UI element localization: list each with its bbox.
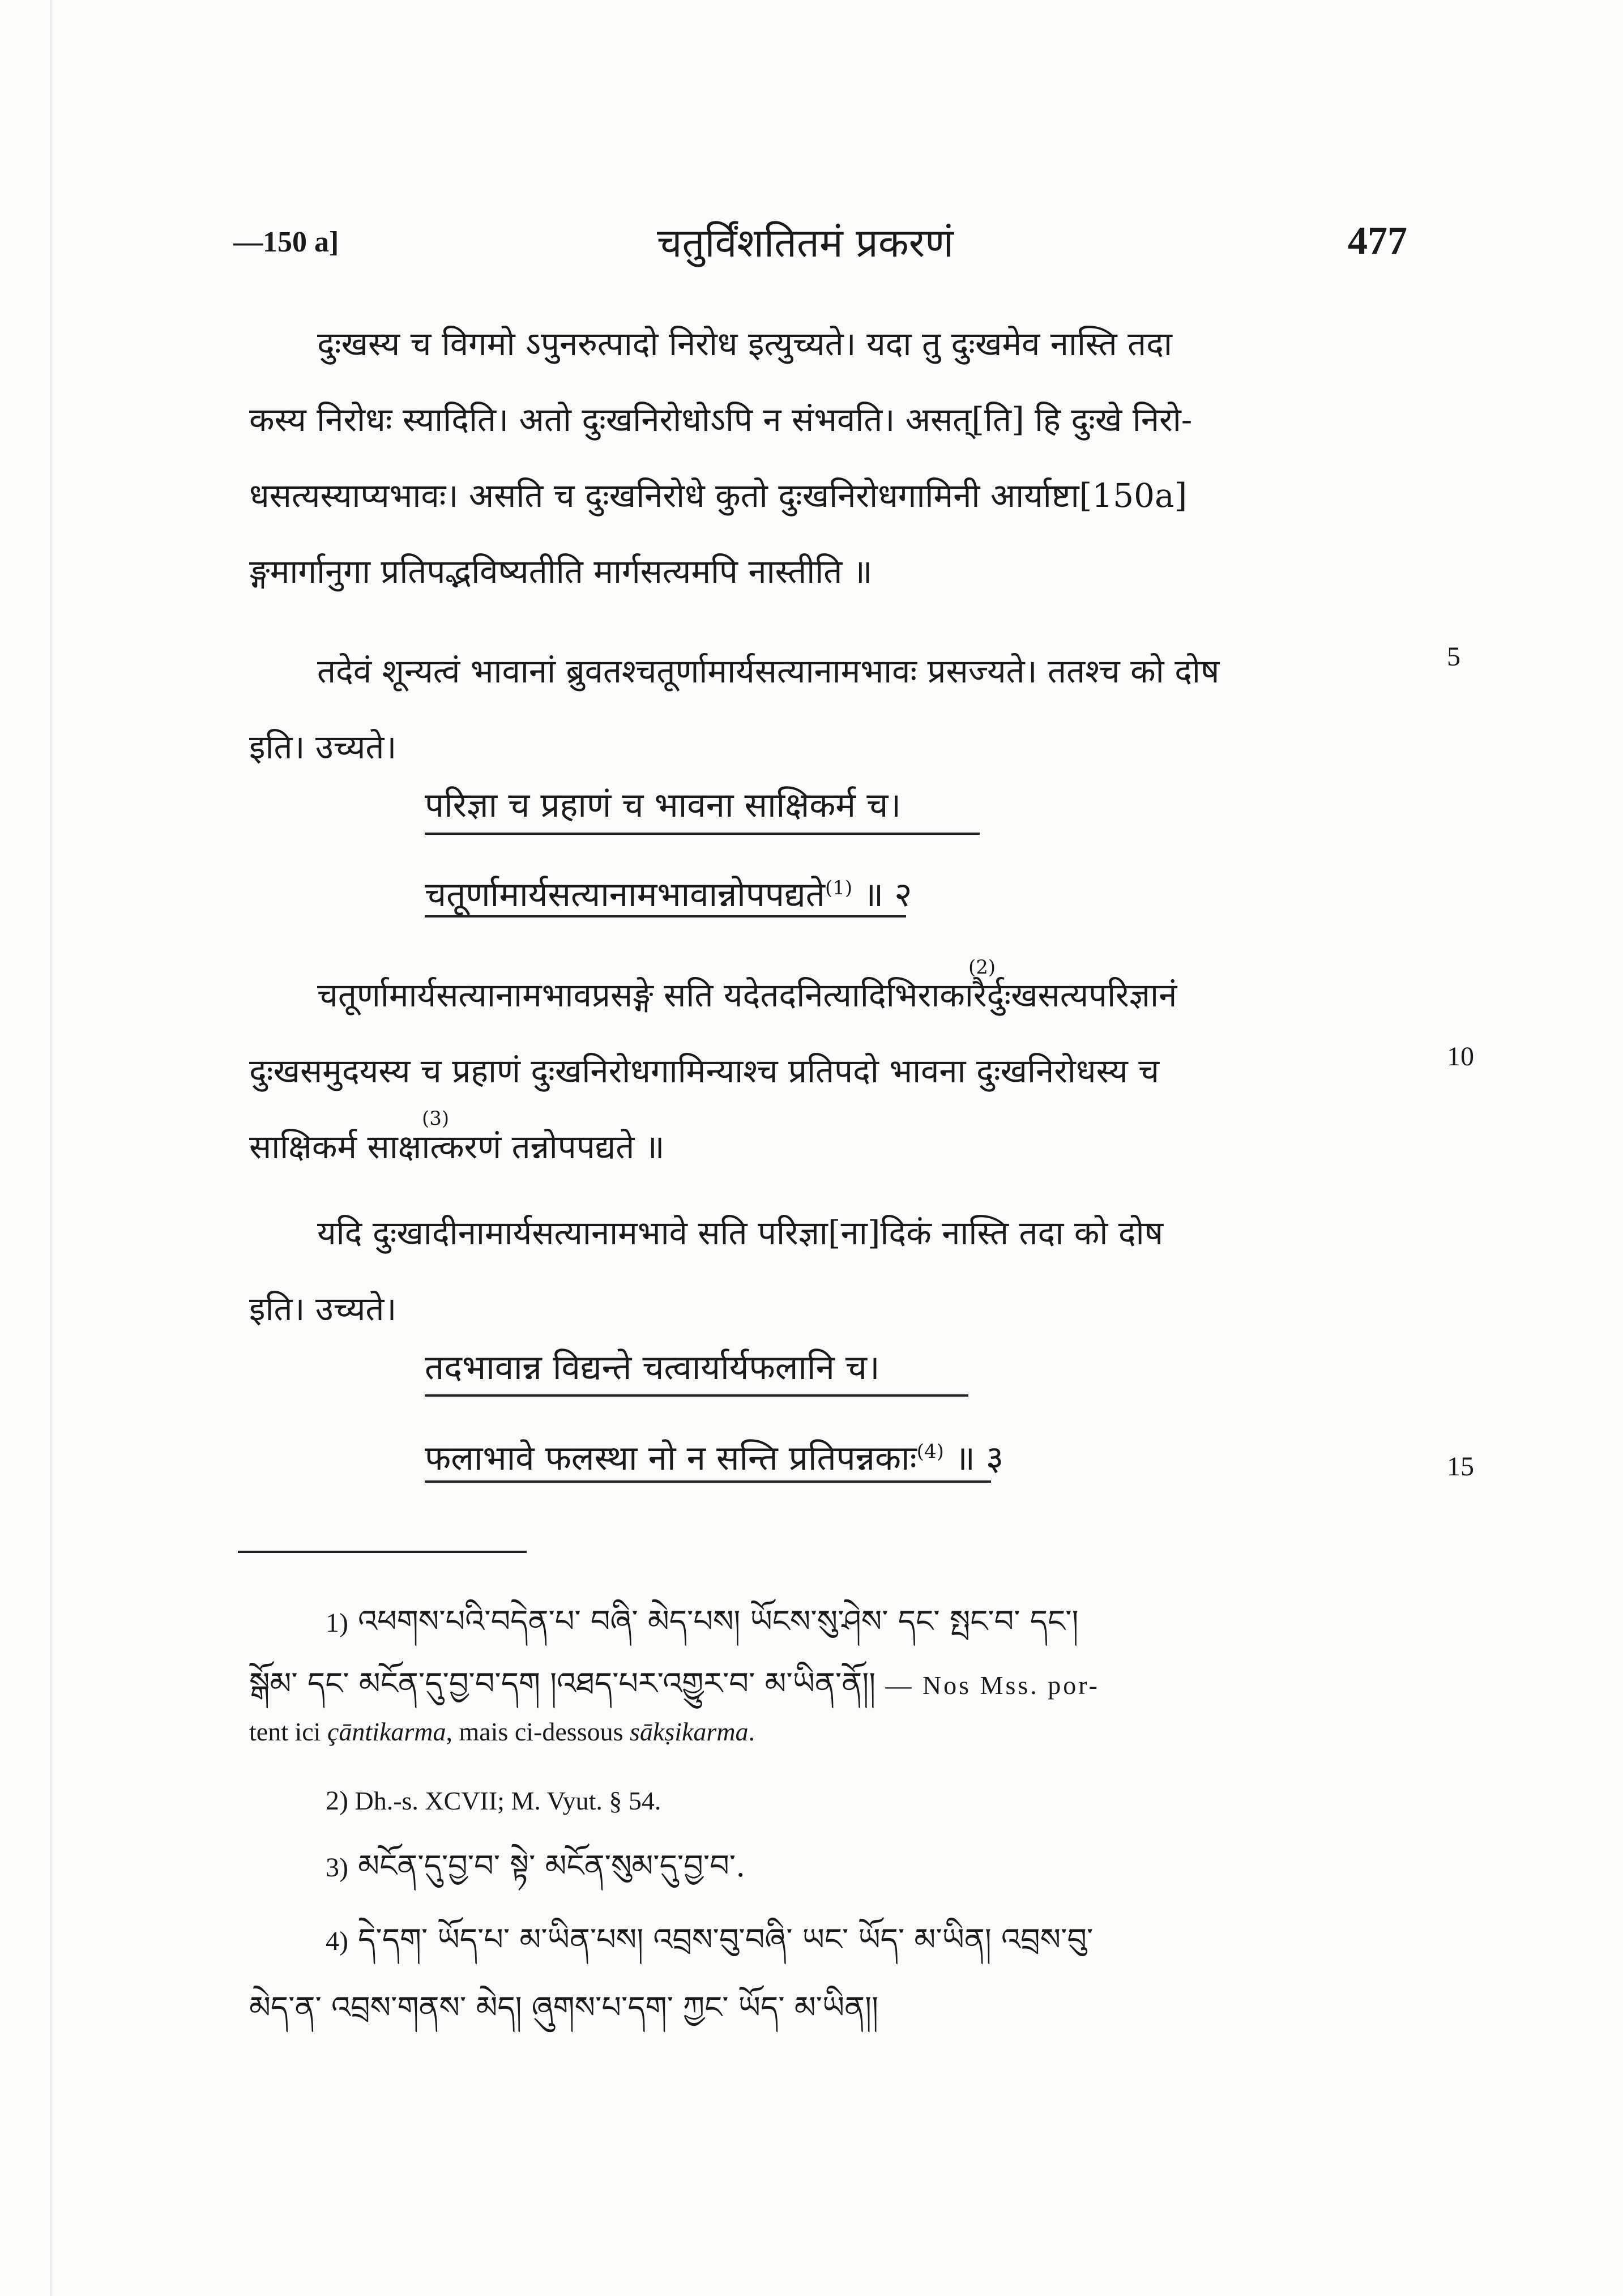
paragraph-1-continuation <box>249 382 1427 609</box>
paragraph-2 <box>317 633 1427 709</box>
text-line: यदि दुःखादीनामार्यसत्यानामभावे सति परिज्ञा[ना]दिकं नास्ति तदा को दोष <box>317 1214 1164 1252</box>
text-line: दुःखस्य च विगमो ऽपुनरुत्पादो निरोध इत्युच्यते। यदा तु दुःखमेव नास्ति तदा <box>317 325 1172 363</box>
footnote-marker: (4) <box>916 1440 944 1463</box>
footnote-separator <box>238 1551 527 1553</box>
text-line: ङ्गमार्गानुगा प्रतिपद्भविष्यतीति मार्गसत्यमपि नास्तीति ॥ <box>249 552 873 591</box>
folio-reference: —150 a] <box>233 226 339 258</box>
text-line: तदेवं शून्यत्वं भावानां ब्रुवतश्चतूर्णामार्यसत्यानामभावः प्रसज्यते। ततश्च को दोष <box>317 652 1220 690</box>
text-line: धसत्यस्याप्यभावः। असति च दुःखनिरोधे कुतो दुःखनिरोधगामिनी आर्याष्टा[150a] <box>249 476 1188 515</box>
footnote-3: 3) མངོན་དུ་བྱ་བ་ སྟེ་ མངོན་སུམ་དུ་བྱ་བ་. <box>326 1848 746 1884</box>
text-line: इति। उच्यते। <box>249 728 397 766</box>
verse-underline <box>425 1394 968 1397</box>
tibetan-text: མེད་ན་ འབྲས་གནས་ མེད། ཞུགས་པ་དག་ ཀྱང་ ཡོད་ མ་ཡིན།། <box>249 1990 879 2025</box>
paragraph-4-continuation <box>249 1271 1427 1347</box>
line-number: 5 <box>1447 642 1460 672</box>
text-line: कस्य निरोधः स्यादिति। अतो दुःखनिरोधोऽपि न संभवति। असत्[ति] हि दुःखे निरो- <box>249 400 1193 439</box>
page-gutter-edge <box>50 0 52 2296</box>
verse-3-line-2: फलाभावे फलस्था नो न सन्ति प्रतिपन्नकाः$^{(4)}$ ॥ ३ <box>425 1439 1004 1478</box>
paragraph-3 <box>317 957 1427 1033</box>
tibetan-text: དེ་དག་ ཡོད་པ་ མ་ཡིན་པས། འབྲས་བུ་བཞི་ ཡང་ ཡོད་ མ་ཡིན། འབྲས་བུ་ <box>358 1922 1094 1957</box>
chapter-title: चतुर्विंशतितमं प्रकरणं <box>657 220 954 266</box>
tibetan-text: འཕགས་པའི་བདེན་པ་ བཞི་ མེད་པས། ཡོངས་སུ་ཤེས་ དང་ སྤང་བ་ དང་། <box>358 1603 1079 1639</box>
tibetan-text: མངོན་དུ་བྱ་བ་ སྟེ་ མངོན་སུམ་དུ་བྱ་བ་. <box>358 1848 746 1884</box>
verse-underline <box>425 915 906 917</box>
footnote-1-line-1: 1) འཕགས་པའི་བདེན་པ་ བཞི་ མེད་པས། ཡོངས་སུ་ཤེས་ དང་ སྤང་བ་ དང་། <box>326 1603 1079 1639</box>
verse-3-line-1: तदभावान्न विद्यन्ते चत्वार्यार्यफलानि च। <box>425 1348 880 1388</box>
text-line: साक्षिकर्म साक्षात्करणं तन्नोपपद्यते ॥ <box>249 1128 665 1166</box>
text-line: चतूर्णामार्यसत्यानामभावप्रसङ्गे सति यदेतदनित्यादिभिराकारैर्दुःखसत्यपरिज्ञानं <box>317 976 1177 1014</box>
footnote-1-line-3: tent ici çāntikarma, mais ci-dessous sākṣikarma. <box>249 1717 755 1746</box>
tibetan-text: སྒོམ་ དང་ མངོན་དུ་བྱ་བ་དག །འཐད་པར་འགྱུར་བ་ མ་ཡིན་ནོ།། <box>249 1666 876 1701</box>
footnote-4-line-2 <box>249 1977 1438 2039</box>
paragraph-4 <box>317 1195 1427 1271</box>
paragraph-2-continuation <box>249 709 1427 785</box>
running-head <box>0 214 1623 276</box>
text-line: दुःखसमुदयस्य च प्रहाणं दुःखनिरोधगामिन्याश्च प्रतिपदो भावना दुःखनिरोधस्य च <box>249 1052 1160 1090</box>
verse-underline <box>425 1480 991 1483</box>
footnote-2: 2) Dh.-s. XCVII; M. Vyut. § 54. <box>326 1786 661 1816</box>
footnote-1-line-2: སྒོམ་ དང་ མངོན་དུ་བྱ་བ་དག །འཐད་པར་འགྱུར་བ་ མ་ཡིན་ནོ།། — Nos Mss. por- <box>249 1666 1100 1701</box>
line-number: 10 <box>1447 1042 1474 1072</box>
footnote-marker: (1) <box>825 877 853 899</box>
footnote-4-line-1: 4) དེ་དག་ ཡོད་པ་ མ་ཡིན་པས། འབྲས་བུ་བཞི་ ཡང་ ཡོད་ མ་ཡིན། འབྲས་བུ་ <box>326 1922 1094 1957</box>
verse-2-line-1: परिज्ञा च प्रहाणं च भावना साक्षिकर्म च। <box>425 786 902 825</box>
footnote-marker: (3) <box>422 1107 450 1130</box>
verse-2-line-2: चतूर्णामार्यसत्यानामभावान्नोपपद्यते$^{(1)}$ ॥ २ <box>425 875 912 915</box>
verse-number: ॥ २ <box>863 875 912 915</box>
verse-underline <box>425 833 980 835</box>
text-line: इति। उच्यते। <box>249 1290 397 1328</box>
footnote-marker: (2) <box>968 956 996 979</box>
line-number: 15 <box>1447 1452 1474 1482</box>
verse-number: ॥ ३ <box>954 1439 1004 1478</box>
paragraph-1 <box>317 306 1427 382</box>
page-number: 477 <box>1348 219 1407 263</box>
